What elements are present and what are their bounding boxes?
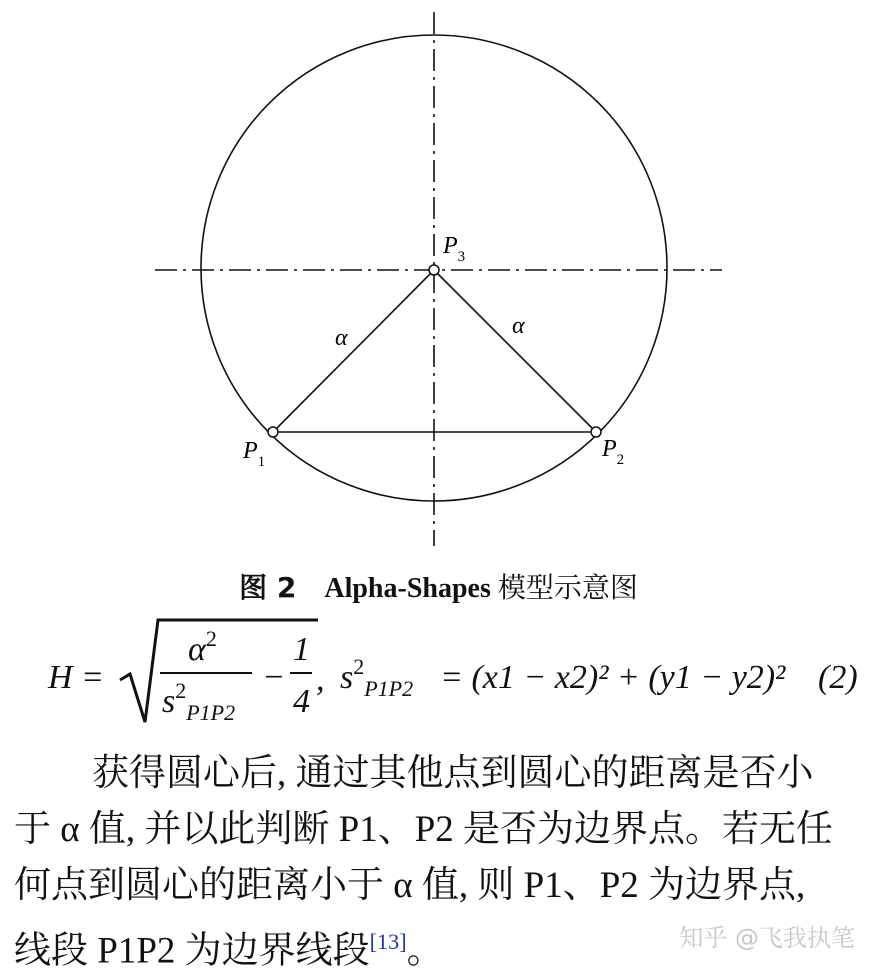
- formula-comma: ,: [316, 661, 325, 698]
- frac2-den: 4: [293, 683, 310, 720]
- label-alpha-right: α: [512, 313, 525, 339]
- formula-lhs: H =: [48, 659, 104, 696]
- label-p1: $P_1$: [243, 438, 266, 470]
- label-alpha-left: α: [335, 325, 348, 351]
- formula-minus: −: [262, 659, 285, 696]
- formula-rhs: = (x1 − x2)² + (y1 − y2)²: [440, 659, 786, 696]
- paragraph-line-1: 获得圆心后, 通过其他点到圆心的距离是否小: [92, 753, 814, 794]
- watermark: 知乎 @飞我执笔: [679, 924, 855, 952]
- line4-end: 。: [406, 930, 444, 972]
- equation-2: [0, 610, 877, 735]
- figure-caption: [0, 566, 877, 606]
- point-p1: [268, 427, 278, 437]
- equation-number: (2): [818, 659, 858, 696]
- paragraph-line-3: 何点到圆心的距离小于 α 值, 则 P1、P2 为边界点,: [14, 865, 806, 906]
- formula-numerator: $\alpha^2$: [188, 626, 217, 668]
- point-p3: [429, 265, 439, 275]
- caption-title: Alpha-Shapes: [324, 573, 491, 604]
- frac2-num: 1: [293, 631, 310, 668]
- paragraph-line-2: 于 α 值, 并以此判断 P1、P2 是否为边界点。若无任: [14, 809, 834, 850]
- edge-p3-p1: [273, 270, 434, 432]
- edge-p3-p2: [434, 270, 596, 432]
- caption-suffix: 模型示意图: [497, 571, 638, 604]
- line4-text: 线段 P1P2 为边界线段: [14, 930, 370, 972]
- paragraph-line-4: [14, 914, 444, 978]
- label-p2: $P_2$: [602, 436, 625, 468]
- citation-link[interactable]: [13]: [369, 929, 407, 954]
- formula-denominator: $s^2_{P1P2}$: [162, 678, 236, 725]
- caption-number: 图 2: [239, 571, 297, 604]
- label-p3: $P_3$: [443, 233, 466, 265]
- point-p2: [591, 427, 601, 437]
- formula-s: $s^2_{P1P2}$: [340, 654, 414, 701]
